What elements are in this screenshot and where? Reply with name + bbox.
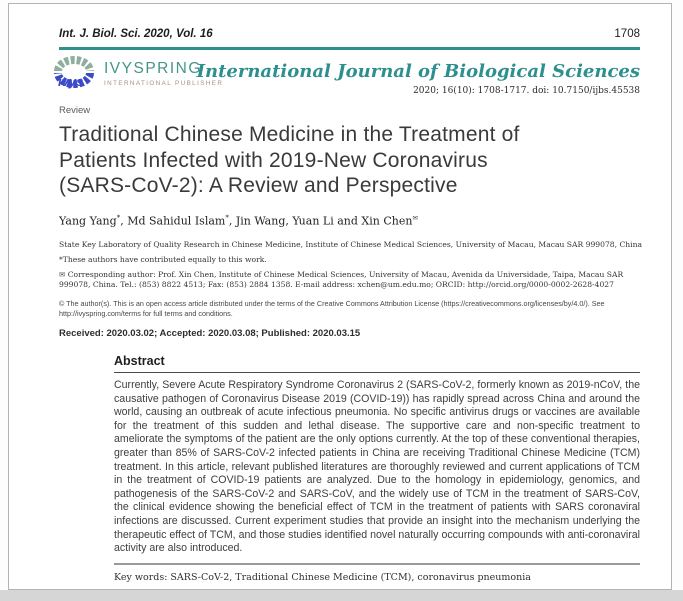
- publisher-subtitle: INTERNATIONAL PUBLISHER: [104, 80, 224, 87]
- author-name: Yang Yang: [59, 214, 117, 228]
- journal-title-block: [197, 61, 640, 96]
- article-type-label: Review: [59, 105, 91, 116]
- keywords-text: SARS-CoV-2, Traditional Chinese Medicine (TCM), coronavirus pneumonia: [167, 571, 531, 583]
- article-title: [59, 122, 520, 199]
- author-separator: and: [333, 214, 362, 228]
- keywords-label: Key words:: [114, 571, 168, 583]
- page-outside-background: [0, 590, 683, 601]
- license-note: © The author(s). This is an open access article distributed under the terms of the Creative Commons Attribution License (https://creativecommons.org/licenses/by/4.0/). See http://ivyspring.com/terms for full terms and conditions.: [59, 299, 605, 318]
- corresponding-author-note: [59, 270, 647, 290]
- abstract-section: [114, 354, 640, 583]
- author-marker: *: [116, 214, 121, 222]
- author-separator: ,: [228, 214, 236, 228]
- author-list: [59, 214, 418, 228]
- publisher-name: IVYSPRING: [104, 60, 202, 77]
- author-name: Jin Wang: [235, 214, 286, 228]
- journal-name: International Journal of Biological Sciences: [196, 61, 640, 82]
- article-title-line3: (SARS-CoV-2): A Review and Perspective: [59, 174, 458, 197]
- envelope-icon: ✉: [59, 270, 66, 279]
- page-number: 1708: [614, 28, 640, 40]
- header-rule: [59, 47, 640, 50]
- abstract-bottom-rule: [114, 563, 640, 565]
- journal-abbrev: Int. J. Biol. Sci. 2020, Vol. 16: [59, 28, 213, 40]
- abstract-top-rule: [114, 372, 640, 373]
- paper-page: [8, 3, 672, 590]
- author-name: Xin Chen: [361, 214, 413, 228]
- svg-text:ivys: ivys: [58, 74, 84, 89]
- author-marker: *: [225, 214, 229, 222]
- envelope-icon: ✉: [412, 214, 418, 222]
- citation-line: 2020; 16(10): 1708-1717. doi: 10.7150/ijbs.45538: [413, 86, 640, 96]
- dates-line: Received: 2020.03.02; Accepted: 2020.03.08; Published: 2020.03.15: [59, 328, 361, 339]
- abstract-heading: Abstract: [114, 354, 165, 368]
- equal-contribution-note: *These authors have contributed equally to this work.: [59, 255, 267, 264]
- ivyspring-logo-icon: [50, 55, 98, 97]
- author-separator: ,: [285, 214, 293, 228]
- running-header: [59, 28, 640, 40]
- article-title-line1: Traditional Chinese Medicine in the Treatment of: [59, 123, 520, 146]
- author-separator: ,: [120, 214, 128, 228]
- author-name: Yuan Li: [292, 214, 334, 228]
- abstract-body: Currently, Severe Acute Respiratory Syndrome Coronavirus 2 (SARS-CoV-2, formerly known as 2019-nCoV, the causative pathogen of Coronavirus Disease 2019 (COVID-19)) has rapidly spread across China and around the world, causing an outbreak of acute infectious pneumonia. No specific antivirus drugs or vaccines are available for the treatment of this sudden and lethal disease. The supportive care and non-specific treatment to ameliorate the symptoms of the patient are the only options currently. At the top of these conventional therapies, greater than 85% of SARS-CoV-2 infected patients in China are receiving Traditional Chinese Medicine (TCM) treatment. In this article, relevant published literatures are thoroughly reviewed and current applications of TCM in the treatment of COVID-19 patients are analyzed. Due to the homology in epidemiology, genomics, and pathogenesis of the SARS-CoV-2 and SARS-CoV, and the widely use of TCM in the treatment of SARS-CoV, the clinical evidence showing the beneficial effect of TCM in the treatment of patients with SARS coronaviral infections are discussed. Current experiment studies that provide an insight into the mechanism underlying the therapeutic effect of TCM, and those studies identified novel naturally occurring compounds with anti-coronaviral activity are also introduced.: [114, 379, 640, 555]
- author-name: Md Sahidul Islam: [127, 214, 226, 228]
- article-title-line2: Patients Infected with 2019-New Coronavirus: [59, 148, 488, 172]
- keywords-line: [114, 572, 640, 583]
- corresponding-author-text: Corresponding author: Prof. Xin Chen, Institute of Chinese Medical Sciences, University of Macau, Avenida da Universidade, Taipa, Macau SAR 999078, China. Tel.: (853) 8822 4513; Fax: (853) 2884 1358. E-mail address: xchen@um.edu.mo; ORCID: http://orcid.org/0000-0002-2628-4027: [59, 270, 624, 289]
- affiliation: State Key Laboratory of Quality Research in Chinese Medicine, Institute of Chinese Medical Sciences, University of Macau, Macau SAR 999078, China: [59, 240, 642, 249]
